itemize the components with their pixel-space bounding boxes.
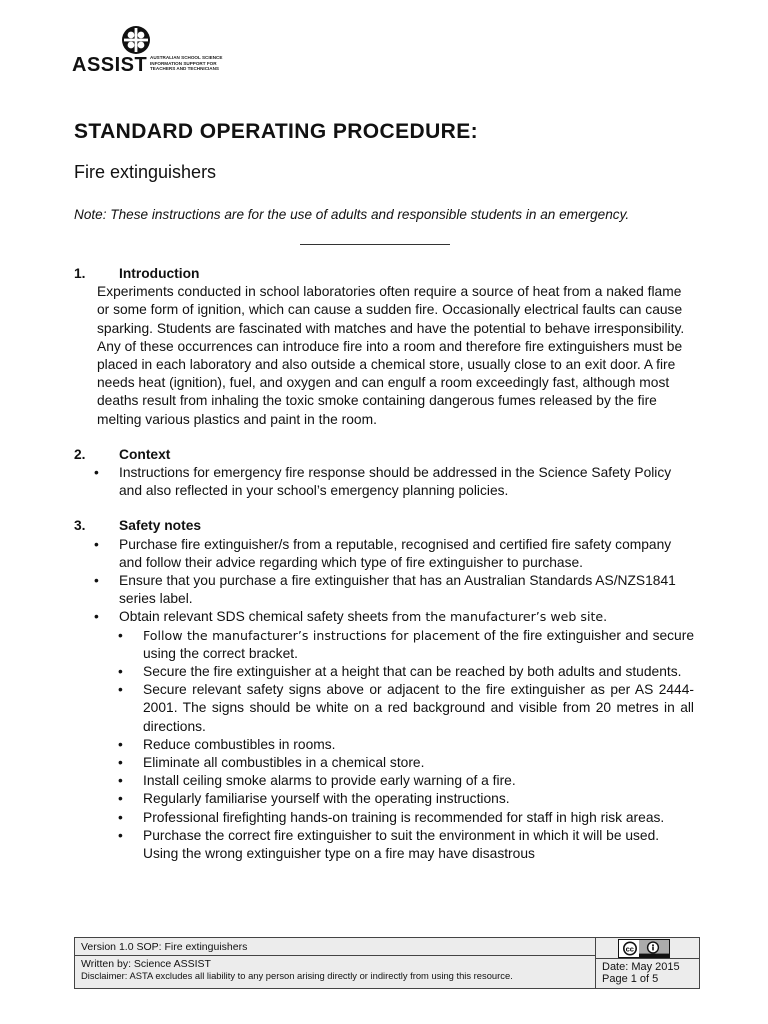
safety-notes-list xyxy=(74,536,694,627)
footer-author: Written by: Science ASSIST xyxy=(81,958,211,970)
section-heading-safety-notes: 3. Safety notes xyxy=(74,518,202,534)
creative-commons-license-icon[interactable] xyxy=(618,939,670,958)
list-item: • Secure relevant safety signs above or adjacent to the fire extinguisher as per AS 2444-2001. The signs should be white on a red background and visible from 20 metres in all directions. xyxy=(118,682,694,734)
footer-disclaimer: Disclaimer: ASTA excludes all liability to any person arising directly or indirectly from using this resource. xyxy=(81,970,513,981)
footer-page-number: Page 1 of 5 xyxy=(602,973,659,985)
section-heading-introduction: 1. Introduction xyxy=(74,266,200,281)
list-item: • Purchase fire extinguisher/s from a reputable, recognised and certified fire safety company and follow their advice regarding which type of fire extinguisher to purchase. xyxy=(94,536,672,570)
list-item: • Follow the manufacturer’s instructions for placement of the fire extinguisher and secure using the correct bracket. xyxy=(118,627,694,661)
divider-rule xyxy=(300,244,450,245)
document-title: STANDARD OPERATING PROCEDURE: xyxy=(74,120,478,143)
footer-date: Date: May 2015 xyxy=(602,961,680,973)
list-item: • Install ceiling smoke alarms to provide early warning of a fire. xyxy=(118,773,516,789)
introduction-paragraph: Experiments conducted in school laboratories often require a source of heat from a naked flame or some form of ignition, which can cause a sudden fire. Occasionally electrical faults can cause sparking. Students are fascinated with matches and have the potential to behave irresponsibility. Any of these occurrences can introduce fire into a room and therefore fire extinguishers must be placed in each laboratory and also outside a chemical store, usually close to an exit door. A fire needs heat (ignition), fuel, and oxygen and can engulf a room exceedingly fast, although most deaths result from inhaling the toxic smoke containing dangerous fumes released by the fire melting various plastics and paint in the room. xyxy=(97,284,685,427)
svg-text:cc: cc xyxy=(625,944,634,954)
assist-logo xyxy=(72,24,232,76)
list-item: • Ensure that you purchase a fire extinguisher that has an Australian Standards AS/NZS1841 series label. xyxy=(94,573,676,607)
list-item: • Eliminate all combustibles in a chemical store. xyxy=(118,755,425,771)
section-heading-context: 2. Context xyxy=(74,446,171,462)
footer-version: Version 1.0 SOP: Fire extinguishers xyxy=(81,941,248,953)
usage-note: Note: These instructions are for the use of adults and responsible students in an emergency. xyxy=(74,207,630,222)
logo-tagline: AUSTRALIAN SCHOOL SCIENCE INFORMATION SUPPORT FOR TEACHERS AND TECHNICIANS xyxy=(150,55,223,72)
page-footer xyxy=(74,937,700,989)
list-item: • Regularly familiarise yourself with the operating instructions. xyxy=(118,791,510,807)
list-item: • Reduce combustibles in rooms. xyxy=(118,736,336,752)
list-item: • Secure the fire extinguisher at a height that can be reached by both adults and students. xyxy=(118,664,682,680)
list-item: • Obtain relevant SDS chemical safety sheets from the manufacturer’s web site. xyxy=(94,609,608,625)
document-subtitle: Fire extinguishers xyxy=(74,162,217,182)
list-item: • Instructions for emergency fire response should be addressed in the Science Safety Policy and also reflected in your school’s emergency planning policies. xyxy=(94,465,672,499)
list-item: • Professional firefighting hands-on training is recommended for staff in high risk areas. xyxy=(118,809,665,825)
document-body xyxy=(74,265,694,863)
list-item: • Purchase the correct fire extinguisher to suit the environment in which it will be used. Using the wrong extinguisher type on a fire may have disastrous xyxy=(118,827,660,862)
logo-wordmark: ASSIST xyxy=(72,54,148,76)
safety-sub-list xyxy=(74,627,694,864)
footer-meta xyxy=(596,938,699,988)
footer-info xyxy=(75,938,596,988)
context-list xyxy=(74,464,694,500)
